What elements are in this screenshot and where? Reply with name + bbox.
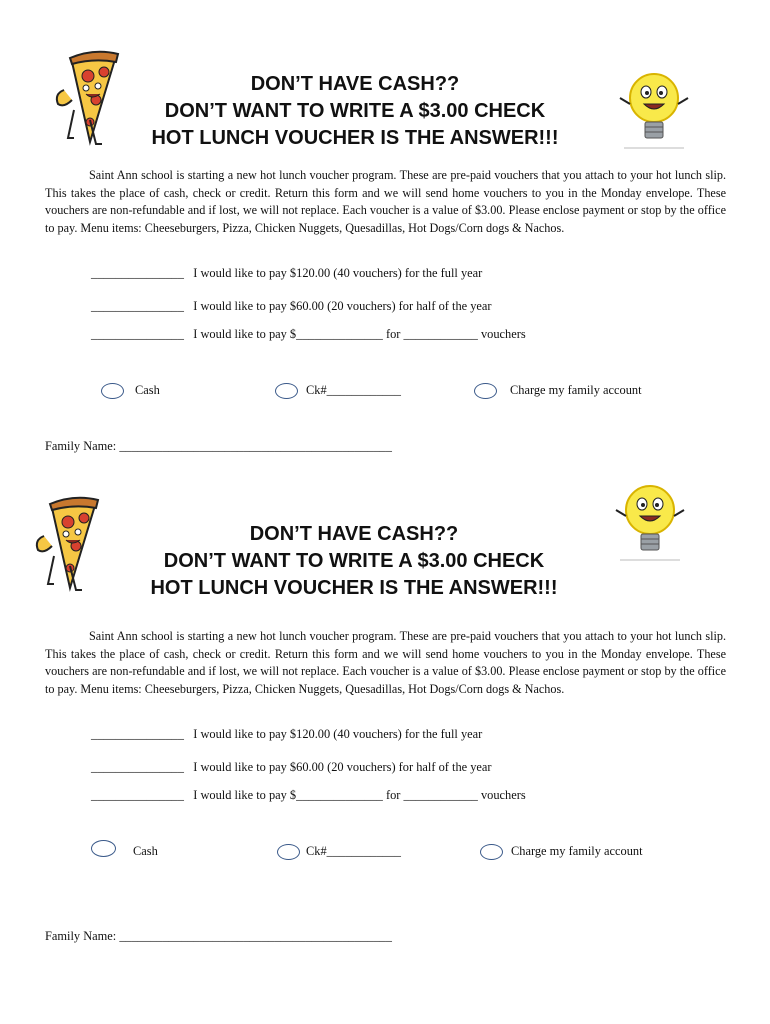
check-radio[interactable] <box>275 383 298 399</box>
voucher-form-2 <box>0 470 770 1024</box>
charge-account-label: Charge my family account <box>510 383 642 397</box>
program-description <box>45 167 726 237</box>
option-label: I would like to pay $120.00 (40 vouchers) for the full year <box>193 266 483 280</box>
form-heading <box>119 521 589 602</box>
pizza-mascot-icon <box>30 496 102 596</box>
option-half-year[interactable] <box>91 760 492 775</box>
heading-line-1: DON’T HAVE CASH?? <box>249 523 459 545</box>
option-label: I would like to pay $60.00 (20 vouchers) for half of the year <box>193 299 492 313</box>
heading-line-2: DON’T WANT TO WRITE A $3.00 CHECK <box>164 100 546 122</box>
check-number-label: Ck#____________ <box>306 383 401 397</box>
family-name-field[interactable]: Family Name: ____________________________________________ <box>45 439 392 453</box>
option-blank[interactable]: _______________ <box>91 727 184 741</box>
option-full-year[interactable] <box>91 266 482 281</box>
cash-radio[interactable] <box>101 383 124 399</box>
option-blank[interactable]: _______________ <box>91 299 184 313</box>
heading-line-3: HOT LUNCH VOUCHER IS THE ANSWER!!! <box>151 127 559 149</box>
lightbulb-mascot-icon <box>618 64 690 152</box>
heading-line-3: HOT LUNCH VOUCHER IS THE ANSWER!!! <box>150 577 558 599</box>
cash-label: Cash <box>133 844 158 858</box>
cash-radio[interactable] <box>91 840 116 857</box>
cash-label: Cash <box>135 383 160 397</box>
pizza-mascot-icon <box>50 50 122 150</box>
charge-account-radio[interactable] <box>474 383 497 399</box>
option-label: I would like to pay $120.00 (40 vouchers) for the full year <box>193 727 483 741</box>
program-description-text: Saint Ann school is starting a new hot lunch voucher program. These are pre-paid vouchers that you attach to your hot lunch slip. This takes the place of cash, check or credit. Return this form and we will send home vouchers to you in the Monday envelope. These vouchers are non-refundable and if lost, we will not replace. Each voucher is a value of $3.00. Please enclose payment or stop by the office to pay. Menu items: Cheeseburgers, Pizza, Chicken Nuggets, Quesadillas, Hot Dogs/Corn dogs & Nachos. <box>45 629 726 696</box>
program-description <box>45 628 726 698</box>
option-full-year[interactable] <box>91 727 482 742</box>
family-name-field[interactable]: Family Name: ____________________________________________ <box>45 929 392 943</box>
charge-account-radio[interactable] <box>480 844 503 860</box>
check-number-label: Ck#____________ <box>306 844 401 858</box>
lightbulb-mascot-icon <box>614 476 686 564</box>
option-blank[interactable]: _______________ <box>91 760 184 774</box>
check-radio[interactable] <box>277 844 300 860</box>
option-custom-amount[interactable] <box>91 327 526 342</box>
option-half-year[interactable] <box>91 299 492 314</box>
form-heading <box>120 71 590 152</box>
heading-line-1: DON’T HAVE CASH?? <box>250 73 460 95</box>
option-label: I would like to pay $60.00 (20 vouchers) for half of the year <box>193 760 492 774</box>
option-label: I would like to pay $______________ for ____________ vouchers <box>193 788 526 802</box>
heading-line-2: DON’T WANT TO WRITE A $3.00 CHECK <box>163 550 545 572</box>
charge-account-label: Charge my family account <box>511 844 643 858</box>
option-blank[interactable]: _______________ <box>91 327 184 341</box>
option-blank[interactable]: _______________ <box>91 788 184 802</box>
program-description-text: Saint Ann school is starting a new hot lunch voucher program. These are pre-paid vouchers that you attach to your hot lunch slip. This takes the place of cash, check or credit. Return this form and we will send home vouchers to you in the Monday envelope. These vouchers are non-refundable and if lost, we will not replace. Each voucher is a value of $3.00. Please enclose payment or stop by the office to pay. Menu items: Cheeseburgers, Pizza, Chicken Nuggets, Quesadillas, Hot Dogs/Corn dogs & Nachos. <box>45 168 726 235</box>
option-blank[interactable]: _______________ <box>91 266 184 280</box>
option-label: I would like to pay $______________ for ____________ vouchers <box>193 327 526 341</box>
voucher-form-1 <box>0 0 770 470</box>
option-custom-amount[interactable] <box>91 788 526 803</box>
